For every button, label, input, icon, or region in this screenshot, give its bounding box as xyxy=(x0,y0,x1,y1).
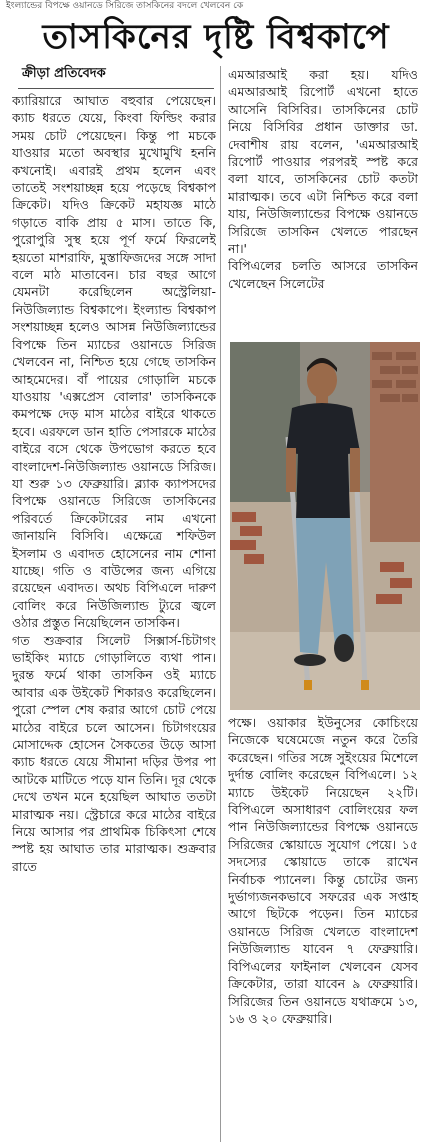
right-column-bottom xyxy=(228,714,418,1144)
byline-rule xyxy=(18,88,214,89)
left-column xyxy=(12,92,216,1142)
player-photo xyxy=(230,342,420,710)
right-column-top xyxy=(228,66,418,338)
column-divider xyxy=(220,66,221,1142)
right-paragraph-2: বিপিএলের চলতি আসরে তাসকিন খেলেছেন সিলেটের xyxy=(228,258,418,291)
left-paragraph-1: ক্যারিয়ারে আঘাত বহুবার পেয়েছেন। ক্যাচ ধরতে যেয়ে, কিংবা ফিল্ডিং করার সময় চোট পেয়েছেন। কিন্তু পা মচকে যাওয়ার মতো অবস্থার মুখোমুখি হননি কখনোই। এবারই প্রথম হলেন এবং তাতেই সংশয়াচ্ছন্ন হয়ে পড়েছে বিশ্বকাপ ক্রিকেট। যদিও ক্রিকেট মহাযজ্ঞ মাঠে গড়াতে বাকি প্রায় ৫ মাস। তাতে কি, পুরোপুরি সুস্থ হয়ে পূর্ণ ফর্মে ফিরলেই হয়তো মাশরাফি, মুস্তাফিজদের সঙ্গে সাদা বলে মাঠ মাতাবেন। চার বছর আগে যেমনটা করেছিলেন অস্ট্রেলিয়া-নিউজিল্যান্ড বিশ্বকাপে। ইংল্যান্ড বিশ্বকাপ সংশয়াচ্ছন্ন হলেও আসন্ন নিউজিল্যান্ডের বিপক্ষে তিন ম্যাচের ওয়ানডে সিরিজ খেলবেন না, নিশ্চিত হয়ে গেছে তাসকিন আহমেদের। বাঁ পায়ের গোড়ালি মচকে যাওয়ায় 'এক্সপ্রেস বোলার' তাসকিনকে কমপক্ষে দেড় মাস মাঠের বাইরে থাকতে হবে। এরফলে ডান হাতি পেসারকে মাঠের বাইরে বসে থেকে উপভোগ করতে হবে বাংলাদেশ-নিউজিল্যান্ড ওয়ানডে সিরিজ। যা শুরু ১৩ ফেব্রুয়ারি। ব্ল্যাক ক্যাপসদের বিপক্ষে ওয়ানডে সিরিজে তাসকিনের পরিবর্তে ক্রিকেটারের নাম এখনো জানায়নি বিসিবি। এক্ষেত্রে শফিউল ইসলাম ও এবাদত হোসেনের নাম শোনা যাচ্ছে। গতি ও বাউন্সের জন্য এগিয়ে রয়েছেন এবাদত। অথচ বিপিএলে দারুণ বোলিং করে নিউজিল্যান্ড ট্যুরে জ্বলে ওঠার প্রস্তুত নিয়েছিলেন তাসকিন। xyxy=(12,93,216,631)
top-strip-text: ইংল্যান্ডের বিপক্ষে ওয়ানডে সিরিজে তাসকিনের বদলে খেলবেন কে xyxy=(6,1,244,11)
right-paragraph-3: পক্ষে। ওয়াকার ইউনুসের কোচিংয়ে নিজেকে ঘষেমেজে নতুন করে তৈরি করেছেন। গতির সঙ্গে সুইংয়ের মিশেলে দুর্দান্ত বোলিং করেছেন বিপিএলে। ১২ ম্যাচে উইকেট নিয়েছেন ২২টি। বিপিএলে অসাধারণ বোলিংয়ের ফল পান নিউজিল্যান্ডের বিপক্ষে ওয়ানডে সিরিজের স্কোয়াডে সুযোগ পেয়ে। ১৫ সদস্যের স্কোয়াডে তাকে রাখেন নির্বাচক প্যানেল। কিন্তু চোটের জন্য দুর্ভাগ্যজনকভাবে সফরের এক সপ্তাহ আগে ছিটকে পড়েন। তিন ম্যাচের ওয়ানডে সিরিজ খেলতে বাংলাদেশ নিউজিল্যান্ড যাবেন ৭ ফেব্রুয়ারি। বিপিএলের ফাইনাল খেলবেন যেসব ক্রিকেটার, তারা যাবেন ৯ ফেব্রুয়ারি। সিরিজের তিন ওয়ানডে যথাক্রমে ১৩, ১৬ ও ২০ ফেব্রুয়ারি। xyxy=(228,715,418,1026)
byline: ক্রীড়া প্রতিবেদক xyxy=(22,66,106,81)
left-paragraph-2: গত শুক্রবার সিলেট সিক্সার্স-চিটাগং ভাইকিং ম্যাচে গোড়ালিতে ব্যথা পান। দুরন্ত ফর্মে থাকা তাসকিন ওই ম্যাচে আবার এক উইকেট শিকারও করেছিলেন। পুরো স্পেল শেষ করার আগে চোট পেয়ে মাঠের বাইরে চলে আসেন। চিটাগংয়ের মোসাদ্দেক হোসেন সৈকতের উড়ে আসা ক্যাচ ধরতে যেয়ে সীমানা দড়ির উপর পা আটকে মাটিতে পড়ে যান তিনি। দূর থেকে দেখে তখন মনে হয়েছিল আঘাত ততটা মারাত্মক নয়। স্ট্রেচারে করে মাঠের বাইরে নিয়ে আসার পর প্রাথমিক চিকিৎসা শেষে স্পষ্ট হয় আঘাত তার মারাত্মক। শুক্রবার রাতে xyxy=(12,632,216,874)
right-paragraph-1: এমআরআই করা হয়। যদিও এমআরআই রিপোর্ট এখনো হাতে আসেনি বিসিবির। তাসকিনের চোট নিয়ে বিসিবির প্রধান ডাক্তার ডা. দেবাশীষ রায় বলেন, 'এমআরআই রিপোর্ট পাওয়ার পরপরই স্পষ্ট করে বলা যাবে, তাসকিনের চোট কতটা মারাত্মক। তবে এটা নিশ্চিত করে বলা যায়, নিউজিল্যান্ডের বিপক্ষে ওয়ানডে সিরিজে তাসকিন খেলতে পারছেন না।' xyxy=(228,67,418,257)
headline: তাসকিনের দৃষ্টি বিশ্বকাপে xyxy=(42,17,390,57)
